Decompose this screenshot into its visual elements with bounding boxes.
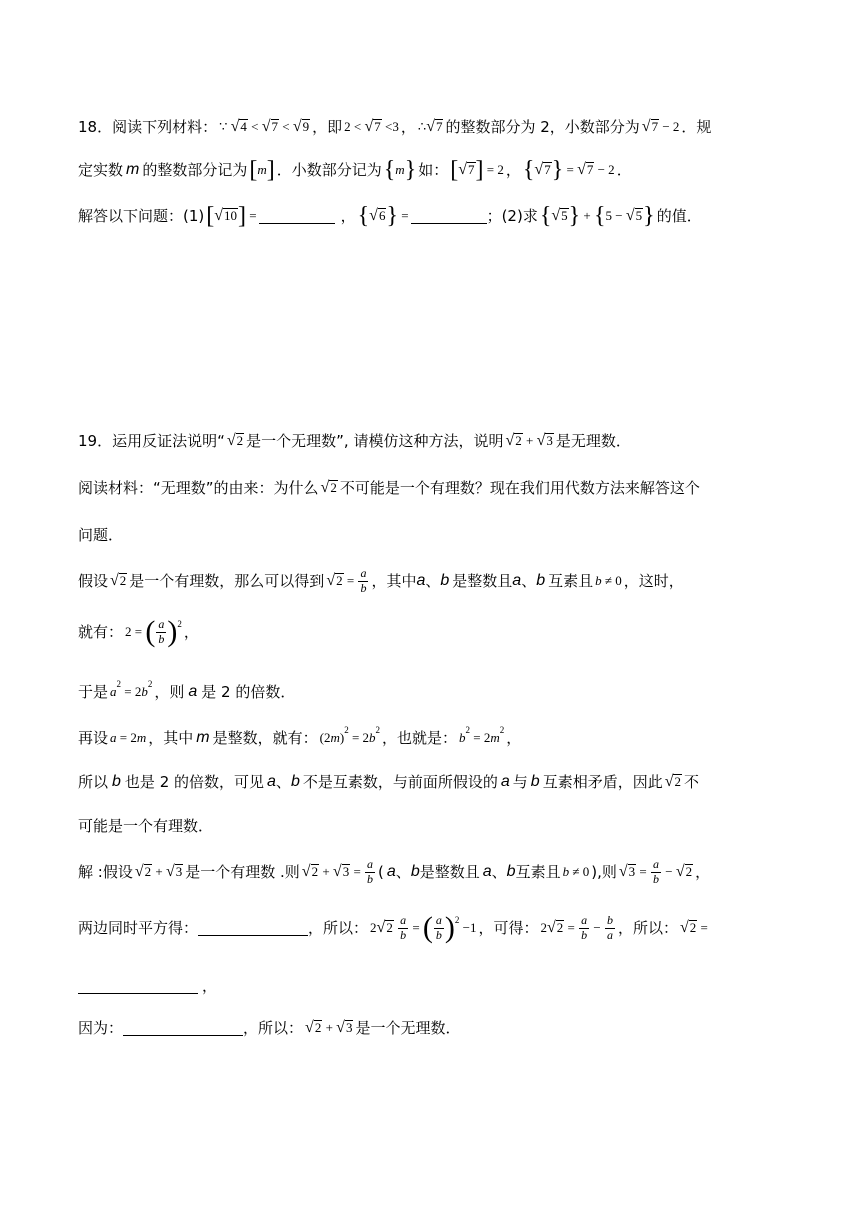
- q18-text: ，: [340, 207, 356, 225]
- q19-text: ，: [506, 729, 522, 747]
- q19-text: 19．运用反证法说明“: [78, 432, 225, 450]
- q18-text: 18．阅读下列材料：: [78, 118, 218, 136]
- q19-line-2: [78, 468, 800, 508]
- var-b: b: [112, 773, 121, 790]
- math-sqrt2-eq-a-over-b: √ 2 = $\frac{a}{b}$: [326, 566, 367, 595]
- var-a: a: [416, 572, 426, 589]
- math-sqrt2-plus-sqrt3: √ 2 + √ 3: [505, 432, 553, 449]
- q19-line-9: [78, 806, 800, 846]
- q18-text: ．规: [681, 118, 712, 136]
- q19-line-6: [78, 672, 800, 712]
- q19-text: 是一个有理数，那么可以得到: [129, 572, 325, 590]
- q18-text: ．: [616, 161, 632, 179]
- q19-text: ，这时，: [623, 572, 684, 590]
- math-result-relation: 2 √ 2 = $\frac{a}{b}$ − $\frac{b}{a}$: [540, 913, 613, 942]
- q19-text: ，所以：: [308, 919, 369, 937]
- q18-text: 定实数: [78, 161, 124, 179]
- math-b-neq-0: b ≠ 0: [562, 864, 590, 879]
- q19-line-4: [78, 561, 800, 601]
- math-sqrt2-eq: √ 2 =: [680, 919, 708, 936]
- q18-text: 的整数部分为 2，小数部分为: [445, 118, 640, 136]
- q19-text: 、: [425, 572, 441, 590]
- q19-text: 解 :假设: [78, 863, 133, 881]
- var-b: b: [410, 863, 420, 880]
- q19-text: 是一个无理数”, 请模仿这种方法，说明: [246, 432, 504, 450]
- q19-line-3: [78, 515, 800, 555]
- math-example-1: [ √ 7 ] = 2: [450, 157, 504, 183]
- q19-text: 就有：: [78, 623, 124, 641]
- math-sum-expression: { √ 5 } + { 5 − √ 5 }: [539, 203, 655, 229]
- q19-text: ，可得：: [478, 919, 539, 937]
- q18-text: ，: [400, 118, 416, 136]
- q19-text: ，所以：: [617, 919, 678, 937]
- q19-text: 互素且: [548, 572, 594, 590]
- q18-text: ，: [505, 161, 521, 179]
- answer-blank[interactable]: [198, 921, 308, 936]
- q19-line-12: [78, 966, 800, 1006]
- math-a-eq-2m: a = 2 m: [110, 730, 147, 745]
- q19-text: 是 2 的倍数．: [201, 683, 296, 701]
- q19-text: 是一个有理数 .则: [185, 863, 300, 881]
- math-sum-eq-a-over-b: √ 2 + √ 3 = $\frac{a}{b}$: [301, 857, 374, 886]
- q19-text: 再设: [78, 729, 109, 747]
- q19-line-13: [78, 1008, 800, 1048]
- math-floor-m: [ m ]: [249, 157, 275, 183]
- q19-line-7: [78, 718, 800, 758]
- q19-line-5: [78, 612, 800, 652]
- q19-text: ，所以：: [243, 1019, 304, 1037]
- q18-text: 的整数部分记为: [142, 161, 248, 179]
- q19-text: 因为：: [78, 1019, 124, 1037]
- math-b2-eq-2m2: b 2 = 2 m 2: [459, 725, 505, 745]
- q19-text: 假设: [78, 572, 109, 590]
- math-sqrt2: √ 2: [664, 773, 681, 790]
- q18-line-2: [78, 150, 800, 190]
- q19-text: ，其中: [148, 729, 194, 747]
- var-a: a: [482, 863, 492, 880]
- math-sqrt3-eq: √ 3 = $\frac{a}{b}$ − √ 2: [618, 857, 693, 886]
- math-inequality: ∵ √ 4 < √ 7 < √ 9: [219, 118, 310, 135]
- math-sqrt2: √ 2: [110, 572, 127, 589]
- q19-text: 也是 2 的倍数，可见: [124, 773, 265, 791]
- math-two-eq-squared: 2 = ( $\frac{a}{b}$ ) 2: [125, 615, 182, 648]
- math-floor-sqrt10: [ √ 10 ] =: [206, 203, 257, 229]
- q19-text: 、: [491, 863, 507, 881]
- var-b: b: [536, 572, 546, 589]
- math-sqrt2-plus-sqrt3: √ 2 + √ 3: [305, 1019, 353, 1036]
- q19-text: 是整数，就有：: [212, 729, 318, 747]
- answer-blank[interactable]: [259, 209, 335, 224]
- var-a: a: [500, 773, 510, 790]
- q19-line-10: [78, 852, 800, 892]
- math-sqrt2: √ 2: [320, 479, 337, 496]
- math-2m-squared: (2 m ) 2 = 2 b 2: [319, 725, 381, 745]
- var-a: a: [188, 683, 198, 700]
- var-b: b: [440, 572, 450, 589]
- q19-text: 互素且: [515, 863, 561, 881]
- q18-text: 解答以下问题：(1): [78, 207, 205, 225]
- q19-text: 是整数且: [452, 572, 513, 590]
- q18-text: 如：: [418, 161, 449, 179]
- q18-text: ；(2)求: [486, 207, 538, 225]
- q18-line-3: [78, 196, 800, 236]
- math-sqrt2: √ 2: [226, 432, 244, 449]
- q19-text: 不: [683, 773, 699, 791]
- q19-text: ，其中: [371, 572, 417, 590]
- q19-text: 于是: [78, 683, 109, 701]
- math-sqrt7: ∴ √ 7: [417, 118, 443, 135]
- q19-text: 与: [512, 773, 528, 791]
- q19-text: 、: [275, 773, 291, 791]
- q19-text: ，: [695, 863, 711, 881]
- var-b: b: [506, 863, 516, 880]
- math-b-neq-0: b ≠ 0: [595, 573, 622, 588]
- answer-blank[interactable]: [411, 209, 487, 224]
- q19-line-11: [78, 908, 800, 948]
- q18-text: ．小数部分记为: [276, 161, 382, 179]
- var-b: b: [290, 773, 300, 790]
- var-a: a: [386, 863, 396, 880]
- q19-text: 、: [395, 863, 411, 881]
- math-expression: √ 7 − 2: [641, 118, 680, 135]
- math-sqrt2-plus-sqrt3: √ 2 + √ 3: [134, 863, 183, 880]
- q19-text: ): [591, 863, 598, 881]
- q18-line-1: [78, 107, 800, 147]
- q19-text: 不可能是一个有理数？现在我们用代数方法来解答这个: [339, 479, 700, 497]
- q19-text: ，: [183, 623, 199, 641]
- q19-text: (: [378, 863, 384, 881]
- q18-text: 的值．: [656, 207, 702, 225]
- q19-text: 两边同时平方得：: [78, 919, 199, 937]
- math-inequality: 2 < √ 7 <3: [344, 118, 399, 135]
- q19-text: 可能是一个有理数．: [78, 817, 214, 835]
- math-example-2: { √ 7 } = √ 7 − 2: [522, 157, 615, 183]
- answer-blank[interactable]: [78, 979, 198, 994]
- var-b: b: [530, 773, 540, 790]
- math-squared-relation: 2 √ 2 $\frac{a}{b}$ = ( $\frac{a}{b}$ ) 2 −1: [370, 911, 477, 944]
- q19-text: 是无理数．: [555, 432, 631, 450]
- var-a: a: [267, 773, 276, 790]
- q18-text: ，即: [312, 118, 343, 136]
- q19-text: 阅读材料：“无理数”的由来：为什么: [78, 479, 319, 497]
- q19-text: 所以: [78, 773, 109, 791]
- answer-blank[interactable]: [123, 1021, 243, 1036]
- q19-line-1: [78, 421, 800, 461]
- math-frac-sqrt6: { √ 6 } =: [357, 203, 409, 229]
- var-m: m: [196, 729, 210, 746]
- q19-text: ,则: [597, 863, 617, 881]
- q19-line-8: [78, 762, 800, 802]
- q19-text: 、: [521, 572, 537, 590]
- q19-text: ，: [202, 977, 218, 995]
- q19-text: 问题．: [78, 526, 124, 544]
- q19-text: 是一个无理数．: [355, 1019, 461, 1037]
- q19-text: ，则: [154, 683, 185, 701]
- math-a2-eq-2b2: a 2 = 2 b 2: [110, 679, 153, 699]
- q19-text: 不是互素数，与前面所假设的: [302, 773, 498, 791]
- q19-text: 是整数且: [419, 863, 480, 881]
- q19-text: ，也就是：: [382, 729, 458, 747]
- q19-text: 互素相矛盾，因此: [542, 773, 663, 791]
- var-a: a: [512, 572, 522, 589]
- var-m: m: [126, 161, 140, 178]
- math-frac-m: { m }: [383, 157, 417, 183]
